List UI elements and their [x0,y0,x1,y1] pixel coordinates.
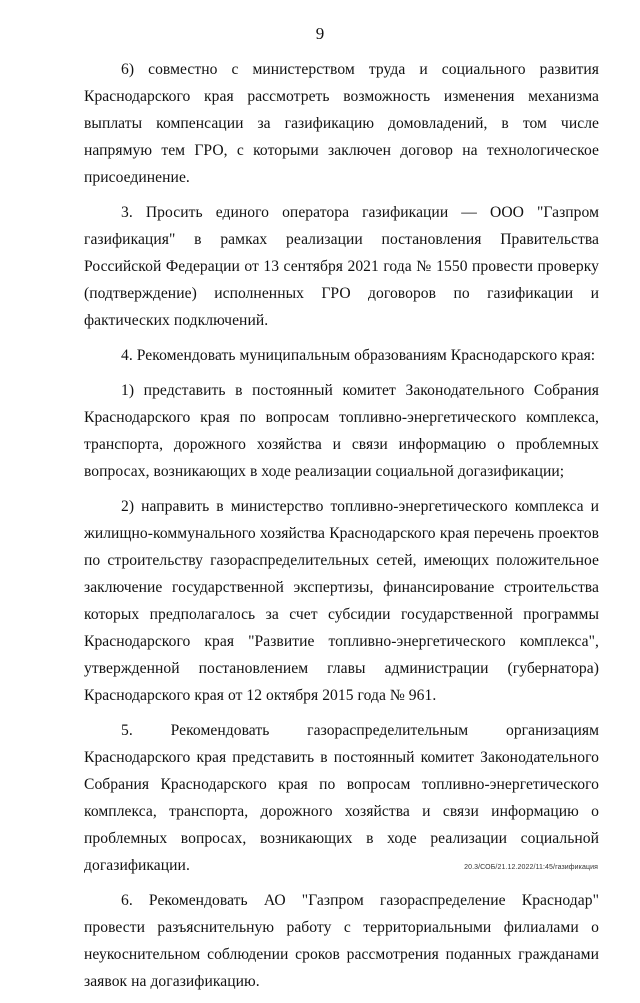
paragraph-4-item-2: 2) направить в министерство топливно-энергетического комплекса и жилищно-коммунального хозяйства Краснодарского края перечень проектов по строительству газораспределительных сетей, имеющих положительное заключение государственной экспертизы, финансирование строительства которых предполагалось за счет субсидии государственной программы Краснодарского края "Развитие топливно-энергетического комплекса", утвержденной постановлением главы администрации (губернатора) Краснодарского края от 12 октября 2015 года № 961. [84,498,599,704]
paragraph-3-gazprom-gazifikatsiya: 3. Просить единого оператора газификации — ООО "Газпром газификация" в рамках реализации постановления Правительства Российской Федерации от 13 сентября 2021 года № 1550 провести проверку (подтверждение) исполненных ГРО договоров по газификации и фактических подключений. [84,204,599,329]
paragraph-6-gazprom-krasnodar: 6. Рекомендовать АО "Газпром газораспределение Краснодар" провести разъяснительную работу с территориальными филиалами о неукоснительном соблюдении сроков рассмотрения поданных гражданами заявок на догазификацию. [84,892,599,990]
page-number: 9 [315,24,325,43]
document-footer-code: 20.3/СОБ/21.12.2022/11:45/газификация [464,864,598,871]
document-body [84,56,599,1003]
paragraph-item-6-compensation: 6) совместно с министерством труда и социального развития Краснодарского края рассмотреть возможность изменения механизма выплаты компенсации за газификацию домовладений, в том числе напрямую тем ГРО, с которыми заключен договор на технологическое присоединение. [84,61,599,186]
paragraph-4-item-1: 1) представить в постоянный комитет Законодательного Собрания Краснодарского края по вопросам топливно-энергетического комплекса, транспорта, дорожного хозяйства и связи информацию о проблемных вопросах, возникающих в ходе реализации социальной догазификации; [84,382,599,480]
paragraph-4-municipalities: 4. Рекомендовать муниципальным образованиям Краснодарского края: [121,347,596,364]
paragraph-5-gas-distribution-orgs: 5. Рекомендовать газораспределительным организациям Краснодарского края представить в постоянный комитет Законодательного Собрания Краснодарского края по вопросам топливно-энергетического комплекса, транспорта, дорожного хозяйства и связи информацию о проблемных вопросах, возникающих в ходе реализации социальной догазификации. [84,722,599,874]
